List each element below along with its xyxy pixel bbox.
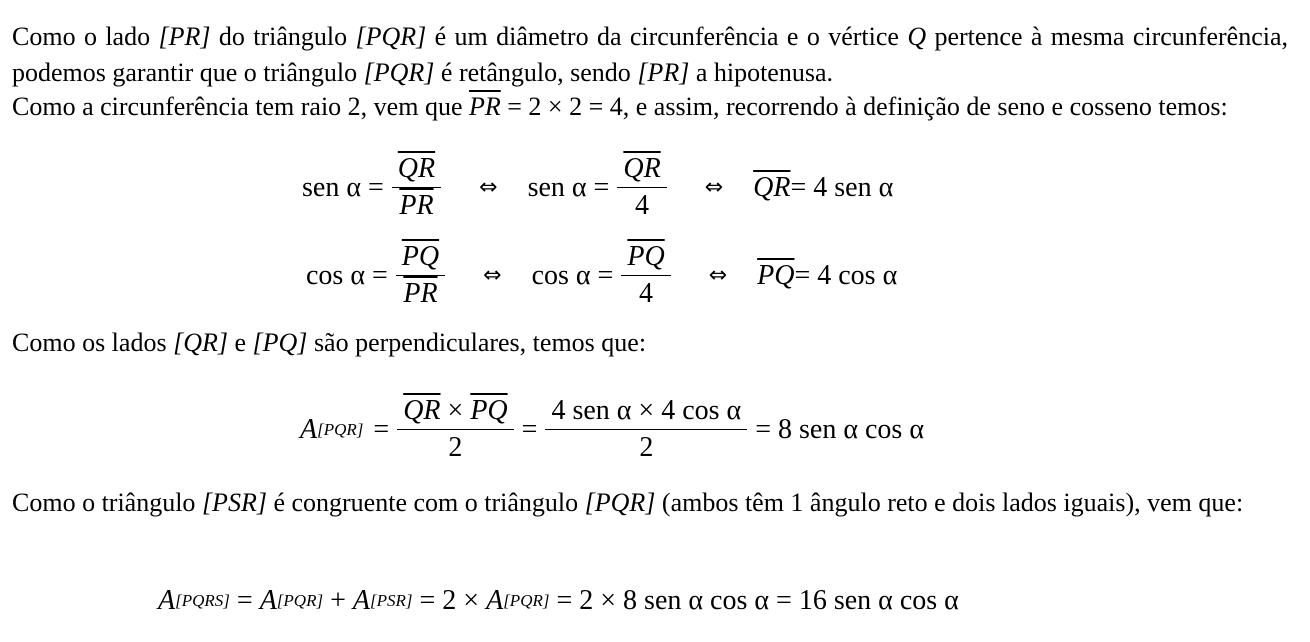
eq-text: = 2 × [412,585,487,616]
fraction-numerator: $\overline{PQ}$ [621,239,670,276]
area-subscript: [PQRS] [175,591,230,610]
area-symbol: A [259,585,277,616]
text-run: = 2 × 2 = 4, e assim, recorrendo à definição de seno e cosseno temos: [500,92,1228,121]
fraction [617,151,666,224]
paragraph-perpendicular [12,325,1288,361]
equivalence-symbol: ⇔ [483,263,502,288]
text-run: a hipotenusa. [689,58,833,87]
fraction-numerator: 4 sen α × 4 cos α [545,393,747,430]
eq-lhs: sen α = [302,171,384,203]
fraction-numerator: $\overline{QR}$ [392,151,441,188]
fraction [621,239,670,312]
fraction-denominator: PR [399,190,434,221]
fraction-denominator: PR [403,278,438,309]
area-symbol: A [158,585,176,616]
area-symbol: A [486,585,504,616]
text-run: pertence à mesma circunferência, podemos garantir que o triângulo [12,22,1288,87]
math-length-pq: $\overline{PQ}$ [470,395,508,426]
math-length-qr: $\overline{QR}$ [753,171,791,203]
equivalence-symbol: ⇔ [479,175,498,200]
text-run: é congruente com o triângulo [266,488,585,517]
equivalence-symbol: ⇔ [708,263,728,288]
fraction [392,151,441,224]
fraction [545,393,747,466]
math-segment-pr: [PR] [158,22,211,51]
fraction-denominator: 2 [448,432,463,463]
equals-sign: = [521,413,538,445]
eq-text: = 2 × 8 sen α cos α = 16 sen α cos α [549,585,959,616]
math-triangle-pqr: [PQR] [584,488,656,517]
equals-sign: = [373,413,390,445]
eq-rhs: = 4 sen α [790,171,894,203]
text-run: (ambos têm 1 ângulo reto e dois lados iguais), vem que: [655,488,1244,517]
times-sign: × [440,395,471,426]
text-run: Como a circunferência tem raio 2, vem que [12,92,469,121]
equation-area-pqr [300,393,924,466]
fraction-numerator [397,393,513,430]
text-run: e [227,328,253,357]
math-length-pq: $\overline{PQ}$ [757,259,795,291]
math-length-qr: $\overline{QR}$ [403,395,441,426]
math-triangle-pqr: [PQR] [355,22,427,51]
text-run: do triângulo [210,22,356,51]
eq-text: + [323,585,353,616]
eq-mid: sen α = [527,171,610,203]
text-run: Como o triângulo [12,488,202,517]
fraction-denominator: 4 [639,278,654,309]
eq-lhs: cos α = [306,259,388,291]
fraction [396,239,445,312]
fraction-numerator: $\overline{QR}$ [617,151,666,188]
math-segment-pr: [PR] [637,58,690,87]
equation-cosine [306,239,897,312]
eq-rhs: = 4 cos α [794,259,898,291]
text-run: Como os lados [12,328,174,357]
math-segment-qr: [QR] [173,328,228,357]
fraction-denominator: 2 [639,432,654,463]
area-symbol: A [300,413,318,445]
eq-mid: cos α = [531,259,614,291]
equivalence-symbol: ⇔ [704,175,724,200]
fraction-numerator: $\overline{PQ}$ [396,239,445,276]
text-run: é retângulo, sendo [434,58,638,87]
math-triangle-psr: [PSR] [201,488,267,517]
text-run: são perpendiculares, temos que: [307,328,647,357]
area-symbol: A [352,585,370,616]
math-segment-pq: [PQ] [252,328,308,357]
math-triangle-pqr: [PQR] [363,58,435,87]
text-run: Como o lado [12,22,159,51]
fraction-denominator: 4 [635,190,650,221]
math-vertex-q: Q [907,22,927,51]
math-length-pr: $\overline{PR}$ [468,92,501,121]
eq-rhs: = 8 sen α cos α [755,413,924,445]
equation-sine [302,151,893,224]
paragraph-diameter [12,19,1288,91]
area-subscript: [PQR] [503,591,550,610]
fraction [397,393,513,466]
paragraph-congruent [12,485,1288,521]
eq-text: = [229,585,260,616]
equation-area-pqrs [158,585,959,617]
paragraph-radius [12,89,1288,125]
area-subscript: [PQR] [317,419,364,439]
text-run: é um diâmetro da circunferência e o vértice [426,22,908,51]
area-subscript: [PSR] [369,591,413,610]
area-subscript: [PQR] [276,591,324,610]
